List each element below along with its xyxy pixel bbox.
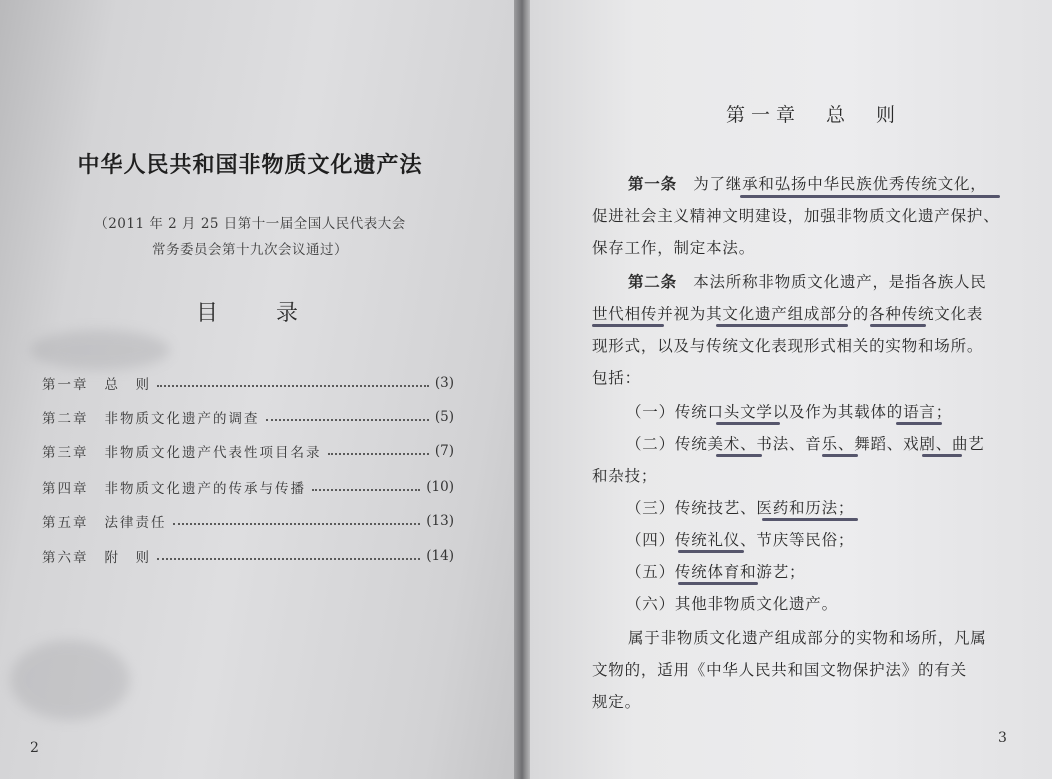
list-item: （一）传统口头文学以及作为其载体的语言； — [626, 403, 953, 421]
toc-row[interactable] — [42, 545, 454, 567]
right-page — [530, 0, 1052, 779]
pen-underline — [678, 582, 758, 585]
text-line: 和杂技； — [592, 467, 658, 485]
law-title: 中华人民共和国非物质文化遗产法 — [77, 153, 423, 178]
toc-chapter-name: 附 则 — [104, 550, 151, 566]
pen-underline — [716, 454, 762, 457]
list-item: （五）传统体育和游艺； — [626, 563, 806, 581]
toc-chapter: 第五章 — [42, 515, 89, 531]
pen-underline — [716, 422, 780, 425]
toc-leader-dots — [173, 523, 421, 525]
text-line: 规定。 — [592, 693, 641, 711]
pen-underline — [896, 422, 942, 425]
pen-underline — [592, 324, 664, 327]
passage-note-line2: 常务委员会第十九次会议通过） — [152, 242, 348, 258]
list-item: （二）传统美术、书法、音乐、舞蹈、戏剧、曲艺 — [626, 435, 985, 453]
pen-underline — [740, 195, 1000, 198]
page-stain — [30, 330, 170, 370]
toc-chapter: 第三章 — [42, 445, 89, 461]
toc-row[interactable] — [42, 406, 454, 428]
chapter-heading: 第一章 总 则 — [726, 104, 902, 126]
toc-chapter: 第六章 — [42, 550, 89, 566]
toc-chapter-name: 非物质文化遗产的调查 — [104, 411, 260, 427]
toc-page-number: (5) — [434, 409, 454, 425]
pen-underline — [822, 454, 858, 457]
pen-underline — [716, 324, 848, 327]
article-text: 为了继承和弘扬中华民族优秀传统文化， — [676, 175, 987, 193]
passage-note-line1: （2011 年 2 月 25 日第十一届全国人民代表大会 — [94, 216, 406, 232]
article-label: 第二条 — [628, 273, 677, 291]
list-item: （三）传统技艺、医药和历法； — [626, 499, 855, 517]
toc-title: 目录 — [196, 301, 357, 326]
pen-underline — [678, 550, 744, 553]
toc-chapter: 第一章 — [42, 377, 89, 393]
text-line: 文物的，适用《中华人民共和国文物保护法》的有关 — [592, 661, 967, 679]
left-page — [0, 0, 520, 779]
article-text: 本法所称非物质文化遗产，是指各族人民 — [676, 273, 987, 291]
toc-chapter-name: 总 则 — [104, 377, 151, 393]
toc-leader-dots — [266, 419, 429, 421]
toc-chapter-name: 非物质文化遗产的传承与传播 — [104, 481, 306, 497]
toc-row[interactable] — [42, 440, 454, 462]
left-page-number: 2 — [30, 740, 39, 756]
text-line: 保存工作，制定本法。 — [592, 239, 756, 257]
toc-page-number: (3) — [434, 375, 454, 391]
text-line: 促进社会主义精神文明建设，加强非物质文化遗产保护、 — [592, 207, 1000, 225]
pen-underline — [922, 454, 962, 457]
toc-row[interactable] — [42, 476, 454, 498]
toc-leader-dots — [157, 385, 429, 387]
text-line: 世代相传并视为其文化遗产组成部分的各种传统文化表 — [592, 305, 984, 323]
toc-row[interactable] — [42, 510, 454, 532]
article-1-line — [628, 172, 987, 194]
toc-leader-dots — [328, 453, 429, 455]
text-line: 现形式，以及与传统文化表现形式相关的实物和场所。 — [592, 337, 984, 355]
toc-chapter: 第二章 — [42, 411, 89, 427]
toc-page-number: (14) — [426, 548, 454, 564]
toc-chapter-name: 非物质文化遗产代表性项目名录 — [104, 445, 322, 461]
toc-page-number: (7) — [434, 443, 454, 459]
list-item: （四）传统礼仪、节庆等民俗； — [626, 531, 855, 549]
list-item: （六）其他非物质文化遗产。 — [626, 595, 838, 613]
toc-chapter: 第四章 — [42, 481, 89, 497]
toc-leader-dots — [312, 489, 420, 491]
toc-chapter-name: 法律责任 — [104, 515, 167, 531]
pen-underline — [762, 518, 858, 521]
text-line: 包括： — [592, 369, 641, 387]
toc-row[interactable] — [42, 372, 454, 394]
text-line: 属于非物质文化遗产组成部分的实物和场所，凡属 — [628, 629, 987, 647]
toc-leader-dots — [157, 558, 420, 560]
article-label: 第一条 — [628, 175, 677, 193]
right-page-number: 3 — [998, 730, 1007, 746]
toc-page-number: (10) — [426, 479, 454, 495]
page-stain — [10, 640, 130, 720]
article-2-line — [628, 270, 987, 292]
toc-page-number: (13) — [426, 513, 454, 529]
pen-underline — [870, 324, 926, 327]
